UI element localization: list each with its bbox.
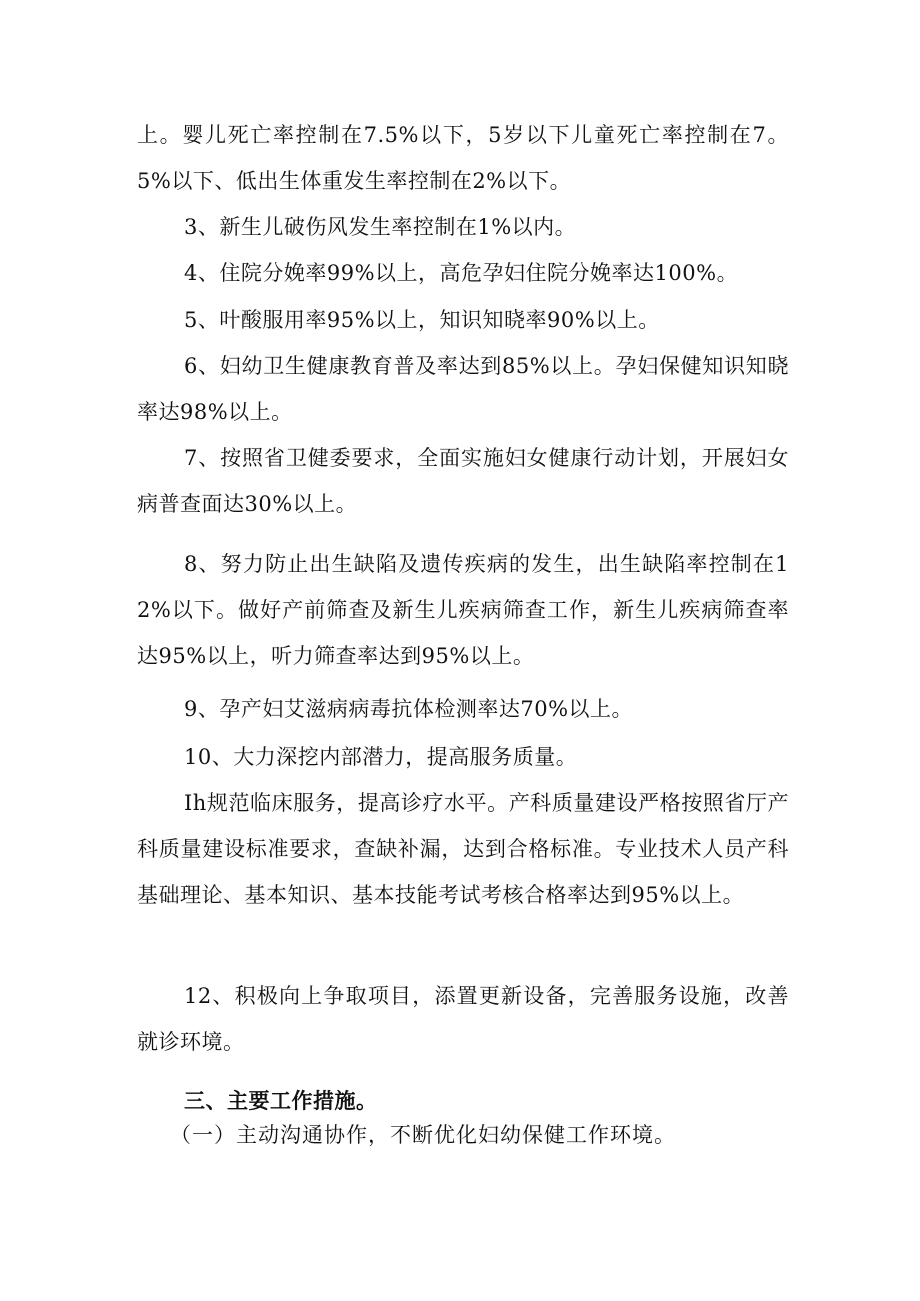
subsection-heading: （一）主动沟通协作，不断优化妇幼保健工作环境。: [170, 1123, 676, 1147]
paragraph-item-4: 4、住院分娩率99%以上，高危孕妇住院分娩率达100%。: [184, 261, 739, 285]
section-heading: 三、主要工作措施。: [184, 1089, 378, 1113]
paragraph-item-3: 3、新生儿破伤风发生率控制在1%以内。: [184, 215, 577, 239]
paragraph-item-6: 6、妇幼卫生健康教育普及率达到85%以上。孕妇保健知识知晓率达98%以上。: [137, 354, 789, 424]
paragraph-item-11: Ih规范临床服务，提高诊疗水平。产科质量建设严格按照省厅产科质量建设标准要求，查缺补漏，达到合格标准。专业技术人员产科基础理论、基本知识、基本技能考试考核合格率达到95%以上。: [137, 791, 789, 907]
paragraph-item-12: 12、积极向上争取项目，添置更新设备，完善服务设施，改善就诊环境。: [137, 984, 789, 1054]
paragraph-item-7: 7、按照省卫健委要求，全面实施妇女健康行动计划，开展妇女病普查面达30%以上。: [137, 446, 789, 516]
paragraph-item-10: 10、大力深挖内部潜力，提高服务质量。: [184, 745, 578, 769]
paragraph-item-9: 9、孕产妇艾滋病病毒抗体检测率达70%以上。: [184, 697, 634, 721]
paragraph-item-5: 5、叶酸服用率95%以上，知识知晓率90%以上。: [184, 308, 660, 332]
paragraph-mortality-targets: 上。婴儿死亡率控制在7.5%以下，5岁以下儿童死亡率控制在7。5%以下、低出生体重发生率控制在2%以下。: [137, 123, 789, 193]
paragraph-item-8: 8、努力防止出生缺陷及遗传疾病的发生，出生缺陷率控制在12%以下。做好产前筛查及新生儿疾病筛查工作，新生儿疾病筛查率达95%以上，听力筛查率达到95%以上。: [137, 552, 789, 668]
